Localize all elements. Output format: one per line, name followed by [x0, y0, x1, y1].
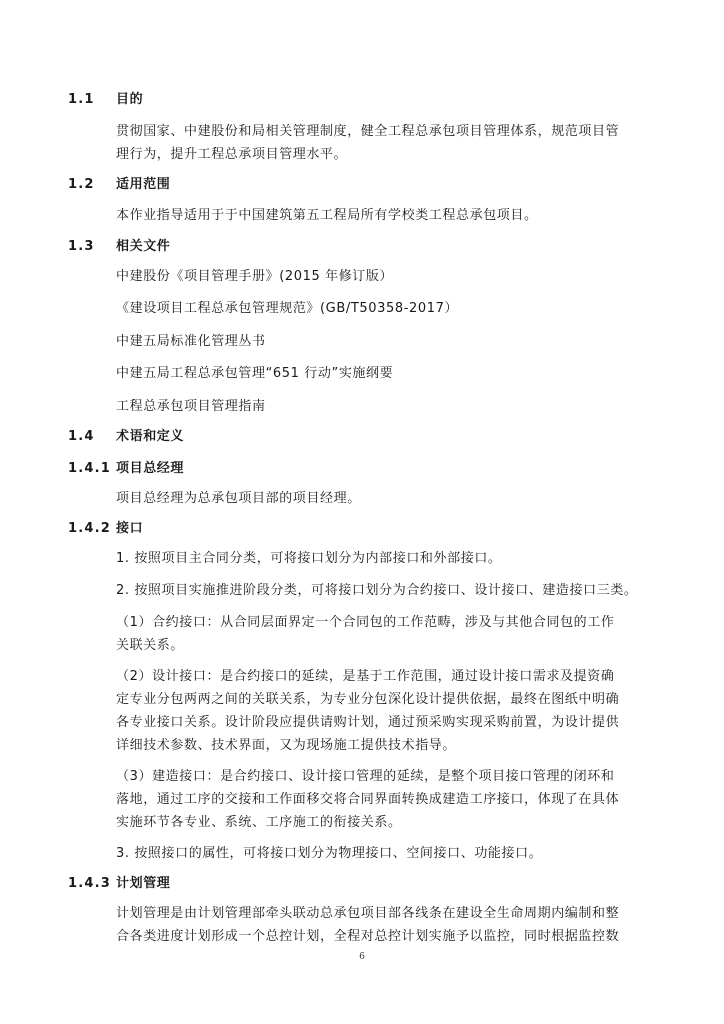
subsection-heading: 计划管理 [116, 876, 171, 891]
paragraph-line: 落地，通过工序的交接和工作面移交将合同界面转换成建造工序接口，体现了在具体 [116, 792, 620, 807]
subsection-heading: 接口 [116, 521, 144, 536]
section-number: 1.1 [68, 92, 95, 107]
section-number: 1.4 [68, 429, 95, 444]
subsection-number: 1.4.1 [68, 461, 112, 476]
paragraph-line: 合各类进度计划形成一个总控计划，全程对总控计划实施予以监控，同时根据监控数 [116, 929, 620, 944]
section-number: 1.2 [68, 177, 95, 192]
paragraph-line: 贯彻国家、中建股份和局相关管理制度，健全工程总承包项目管理体系，规范项目管 [116, 124, 620, 139]
list-item: 1. 按照项目主合同分类，可将接口划分为内部接口和外部接口。 [116, 551, 502, 566]
paragraph-line: （1）合约接口：从合同层面界定一个合同包的工作范畴，涉及与其他合同包的工作 [116, 615, 615, 630]
paragraph-line: 详细技术参数、技术界面，又为现场施工提供技术指导。 [116, 738, 457, 753]
list-item: 3. 按照接口的属性，可将接口划分为物理接口、空间接口、功能接口。 [116, 846, 543, 861]
paragraph-line: 项目总经理为总承包项目部的项目经理。 [116, 491, 361, 506]
section-heading: 目的 [116, 92, 144, 107]
section-number: 1.3 [68, 239, 95, 254]
subsection-heading: 项目总经理 [116, 461, 185, 476]
reference-document: 工程总承包项目管理指南 [116, 399, 266, 414]
reference-document: 中建五局工程总承包管理“651 行动”实施纲要 [116, 366, 394, 381]
paragraph-line: 理行为，提升工程总承项目管理水平。 [116, 147, 348, 162]
paragraph-line: 定专业分包两两之间的关联关系，为专业分包深化设计提供依据，最终在图纸中明确 [116, 692, 620, 707]
paragraph-line: 本作业指导适用于于中国建筑第五工程局所有学校类工程总承包项目。 [116, 208, 538, 223]
paragraph-line: （3）建造接口：是合约接口、设计接口管理的延续，是整个项目接口管理的闭环和 [116, 769, 615, 784]
page-number: 6 [359, 952, 365, 962]
paragraph-line: 各专业接口关系。设计阶段应提供请购计划，通过预采购实现采购前置，为设计提供 [116, 715, 620, 730]
subsection-number: 1.4.2 [68, 521, 112, 536]
section-heading: 术语和定义 [116, 429, 185, 444]
reference-document: 中建股份《项目管理手册》(2015 年修订版） [116, 269, 394, 284]
reference-document: 《建设项目工程总承包管理规范》(GB/T50358-2017） [116, 301, 459, 316]
paragraph-line: 计划管理是由计划管理部牵头联动总承包项目部各线条在建设全生命周期内编制和整 [116, 906, 620, 921]
paragraph-line: 关联关系。 [116, 638, 185, 653]
paragraph-line: （2）设计接口：是合约接口的延续，是基于工作范围，通过设计接口需求及提资确 [116, 669, 615, 684]
reference-document: 中建五局标准化管理丛书 [116, 334, 266, 349]
section-heading: 相关文件 [116, 239, 171, 254]
paragraph-line: 实施环节各专业、系统、工序施工的衔接关系。 [116, 815, 402, 830]
subsection-number: 1.4.3 [68, 876, 112, 891]
section-heading: 适用范围 [116, 177, 171, 192]
list-item: 2. 按照项目实施推进阶段分类，可将接口划分为合约接口、设计接口、建造接口三类。 [116, 583, 638, 598]
